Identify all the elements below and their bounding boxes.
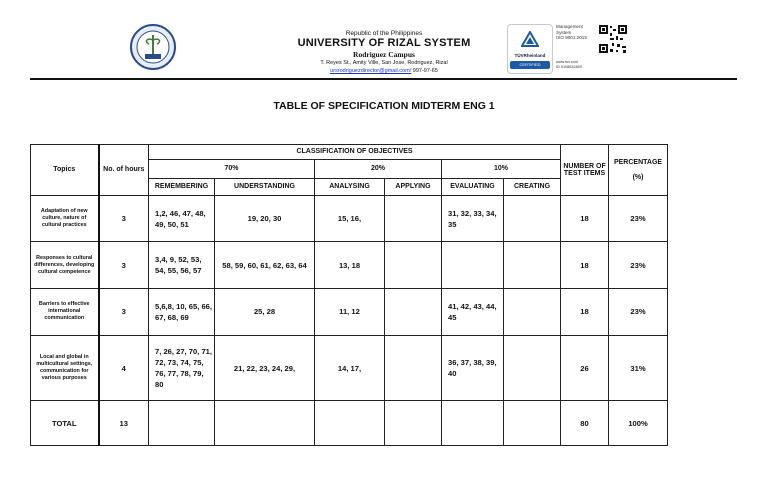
total-percentage: 100%	[609, 401, 668, 446]
table-row	[31, 289, 668, 336]
row-analysing: 14, 17,	[315, 335, 385, 401]
total-evaluating	[442, 401, 504, 446]
row-creating	[504, 195, 561, 242]
total-row	[31, 401, 668, 446]
row-hours: 3	[99, 195, 149, 242]
ms-id: ID 9108632809	[556, 64, 582, 69]
table-row	[31, 195, 668, 242]
row-evaluating: 31, 32, 33, 34, 35	[442, 195, 504, 242]
row-understanding: 21, 22, 23, 24, 29,	[215, 335, 315, 401]
row-number: 26	[561, 335, 609, 401]
row-number: 18	[561, 195, 609, 242]
republic-line: Republic of the Philippines	[345, 30, 423, 37]
row-percentage: 31%	[609, 335, 668, 401]
row-hours: 3	[99, 289, 149, 336]
percentage-label: PERCENTAGE	[613, 158, 663, 166]
row-evaluating	[442, 242, 504, 289]
header-group-20: 20%	[315, 159, 442, 178]
row-applying	[385, 335, 442, 401]
header-divider	[30, 78, 737, 80]
row-creating	[504, 289, 561, 336]
header-group-70: 70%	[149, 159, 315, 178]
header-understanding: UNDERSTANDING	[215, 178, 315, 195]
total-hours: 13	[99, 401, 149, 446]
header-applying: APPLYING	[385, 178, 442, 195]
row-applying	[385, 289, 442, 336]
phone-number: 997-97-65	[411, 68, 438, 74]
document-header	[0, 0, 768, 80]
row-analysing: 13, 18	[315, 242, 385, 289]
management-system-text	[556, 24, 600, 41]
row-applying	[385, 242, 442, 289]
row-percentage: 23%	[609, 242, 668, 289]
total-number: 80	[561, 401, 609, 446]
specification-table	[30, 144, 668, 446]
row-percentage: 23%	[609, 289, 668, 336]
table-row	[31, 242, 668, 289]
row-understanding: 58, 59, 60, 61, 62, 63, 64	[215, 242, 315, 289]
percentage-unit: (%)	[632, 173, 644, 181]
row-hours: 3	[99, 242, 149, 289]
row-hours: 4	[99, 335, 149, 401]
row-understanding: 19, 20, 30	[215, 195, 315, 242]
address-line: T. Reyes St., Amity Ville, San Jose, Rodriguez, Rizal	[320, 60, 448, 66]
row-topic: Barriers to effective international communication	[31, 289, 99, 336]
row-remembering: 7, 26, 27, 70, 71, 72, 73, 74, 75, 76, 77, 78, 79, 80	[149, 335, 215, 401]
row-creating	[504, 335, 561, 401]
management-system-ids	[556, 60, 600, 69]
total-remembering	[149, 401, 215, 446]
row-analysing: 15, 16,	[315, 195, 385, 242]
header-group-10: 10%	[442, 159, 561, 178]
header-creating: CREATING	[504, 178, 561, 195]
header-evaluating: EVALUATING	[442, 178, 504, 195]
tuv-certification-badge	[507, 24, 553, 74]
header-percentage	[609, 145, 668, 196]
tuv-certified-label: CERTIFIED	[510, 61, 550, 69]
ms-url: www.tuv.com	[556, 60, 579, 64]
row-number: 18	[561, 242, 609, 289]
row-remembering: 3,4, 9, 52, 53, 54, 55, 56, 57	[149, 242, 215, 289]
total-applying	[385, 401, 442, 446]
row-evaluating: 36, 37, 38, 39, 40	[442, 335, 504, 401]
row-understanding: 25, 28	[215, 289, 315, 336]
header-hours: No. of hours	[99, 145, 149, 196]
row-topic: Responses to cultural differences, developing cultural competence	[31, 242, 99, 289]
row-number: 18	[561, 289, 609, 336]
qr-code-icon	[598, 24, 628, 54]
row-topic: Local and global in multicultural settings, communication for various purposes	[31, 335, 99, 401]
table-row	[31, 335, 668, 401]
header-analysing: ANALYSING	[315, 178, 385, 195]
row-remembering: 1,2, 46, 47, 48, 49, 50, 51	[149, 195, 215, 242]
total-analysing	[315, 401, 385, 446]
row-analysing: 11, 12	[315, 289, 385, 336]
header-topics: Topics	[31, 145, 99, 196]
row-applying	[385, 195, 442, 242]
ms-line-2: System	[556, 29, 572, 35]
total-label: TOTAL	[31, 401, 99, 446]
row-percentage: 23%	[609, 195, 668, 242]
tuv-brand: TÜVRheinland	[514, 53, 546, 58]
header-remembering: REMEMBERING	[149, 178, 215, 195]
header-number-of-items: NUMBER OF TEST ITEMS	[561, 145, 609, 196]
email-link[interactable]: ursrodriguezdirector@gmail.com/	[330, 68, 412, 74]
ms-line-1: Management	[556, 24, 583, 29]
campus-name: Rodriguez Campus	[353, 50, 415, 59]
row-remembering: 5,6,8, 10, 65, 66, 67, 68, 69	[149, 289, 215, 336]
tuv-triangle-icon	[521, 31, 539, 47]
page-title: TABLE OF SPECIFICATION MIDTERM ENG 1	[273, 100, 495, 112]
total-creating	[504, 401, 561, 446]
university-name: UNIVERSITY OF RIZAL SYSTEM	[297, 37, 471, 49]
header-classification: CLASSIFICATION OF OBJECTIVES	[149, 145, 561, 160]
ms-line-3: ISO 9001:2015	[556, 35, 587, 41]
total-understanding	[215, 401, 315, 446]
row-topic: Adaptation of new culture, nature of cultural practices	[31, 195, 99, 242]
row-creating	[504, 242, 561, 289]
contact-line	[0, 68, 768, 74]
row-evaluating: 41, 42, 43, 44, 45	[442, 289, 504, 336]
